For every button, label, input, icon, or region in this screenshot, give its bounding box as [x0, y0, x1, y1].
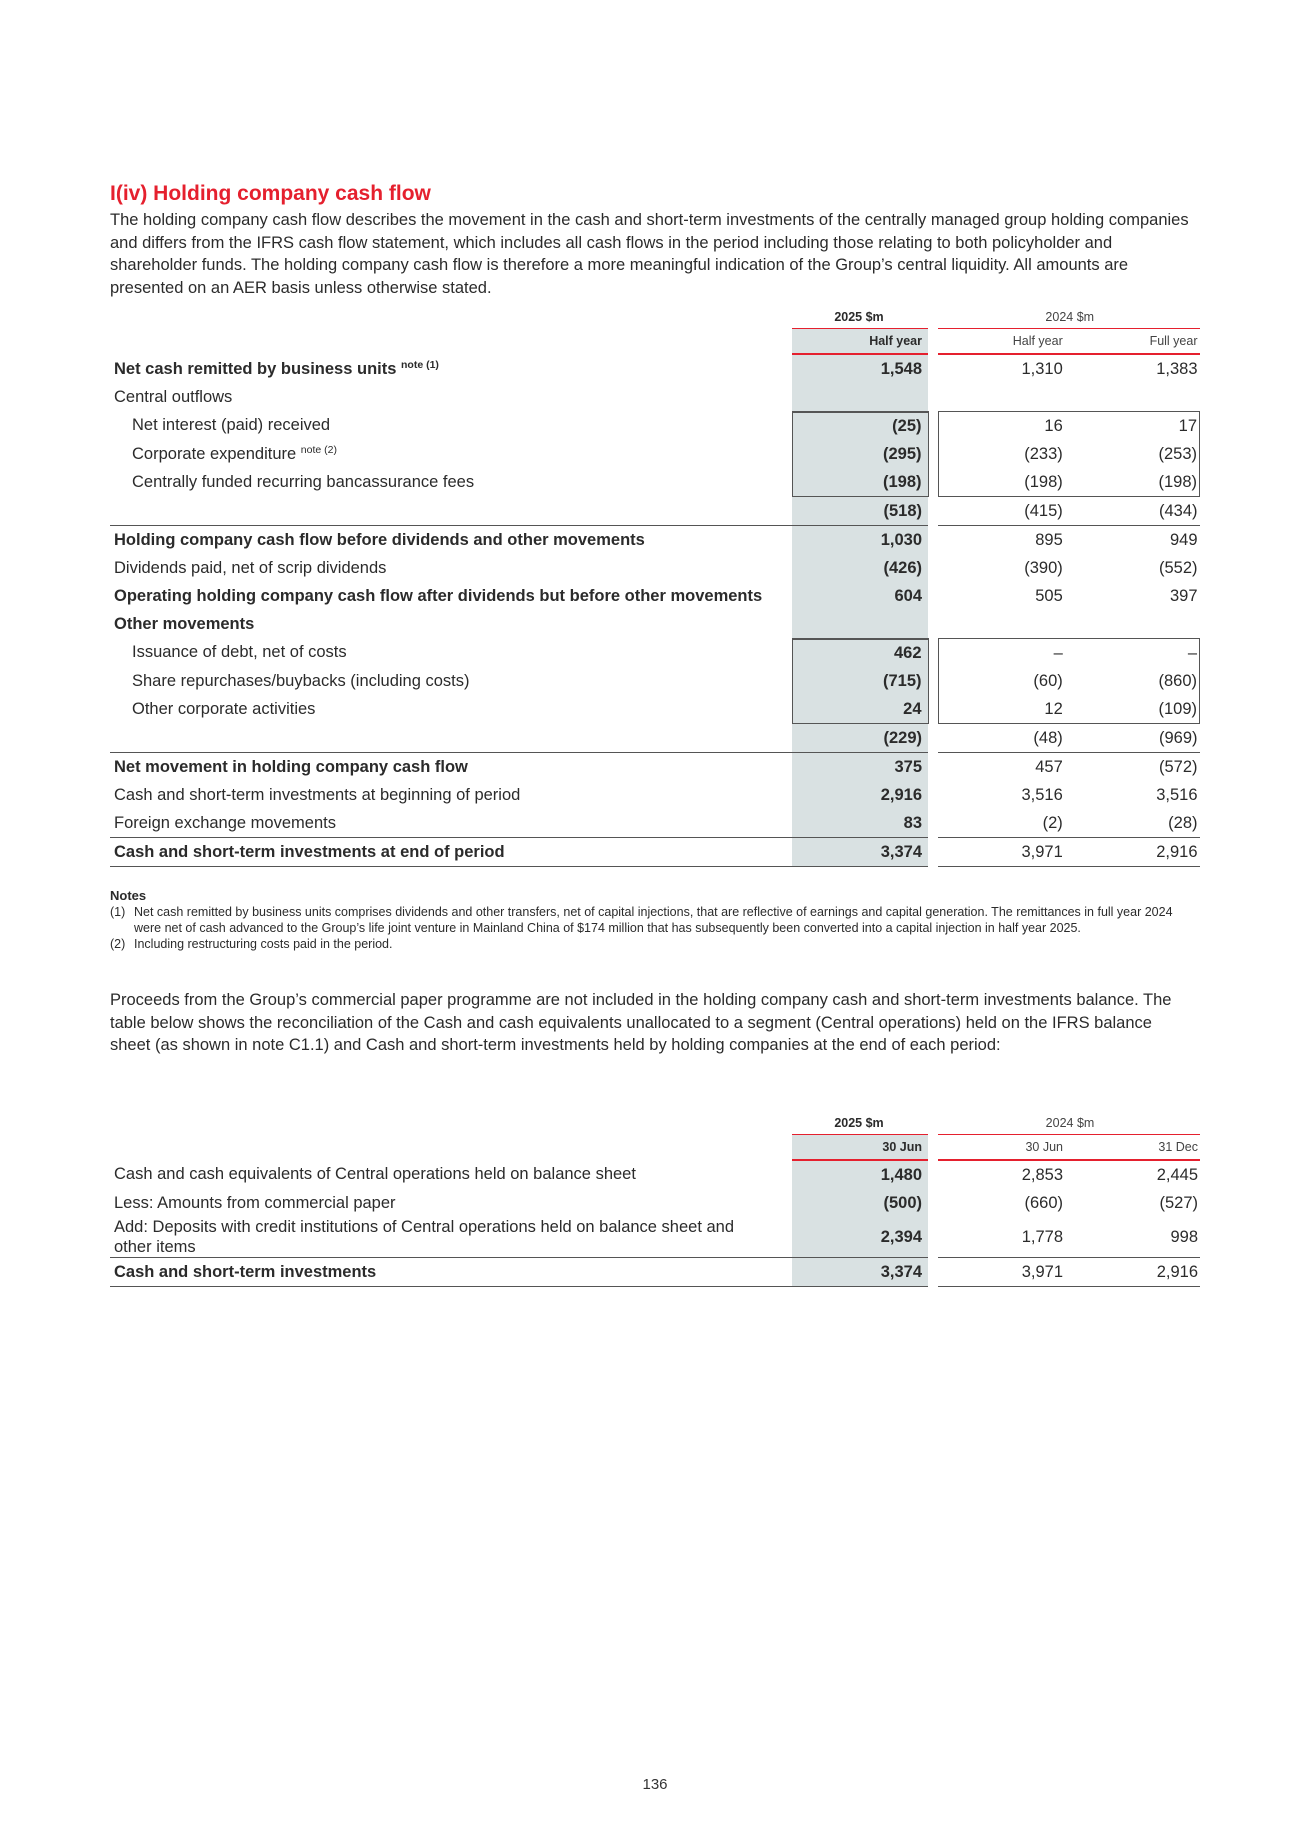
section-heading: I(iv) Holding company cash flow: [110, 182, 431, 205]
cell-2024-hy: (2): [1042, 813, 1063, 832]
cell-2025: (500): [792, 1189, 928, 1217]
cell-2024-hy: 1,310: [1021, 359, 1063, 378]
row-label: Other movements: [114, 614, 255, 633]
table-row: [110, 753, 1200, 782]
cell-2025: 2,394: [792, 1217, 928, 1258]
table-row: [110, 468, 1200, 497]
note-item: [110, 904, 1200, 936]
cell-2024-fy: (552): [1158, 558, 1198, 577]
cell-2024-fy: (253): [1069, 440, 1200, 468]
table-row: [110, 1189, 1200, 1217]
cell-2024-hy: 12: [938, 695, 1069, 724]
cell-2024-hy: 457: [938, 753, 1069, 782]
note-number: (1): [110, 905, 126, 919]
page-number: 136: [642, 1776, 668, 1793]
row-label: Central outflows: [114, 387, 233, 406]
table-subheader-row: [110, 329, 1200, 355]
cell-2025: 83: [792, 809, 928, 838]
cell-2024-jun: 3,971: [938, 1258, 1069, 1287]
cell-2025: 375: [792, 753, 928, 782]
cell-2025: (426): [792, 554, 928, 582]
row-label: Foreign exchange movements: [114, 813, 336, 832]
table-row-total: [110, 1258, 1200, 1287]
row-label: Share repurchases/buybacks (including costs): [132, 671, 470, 690]
cell-2024-hy: 16: [938, 412, 1069, 441]
row-label: Net cash remitted by business units $^{note (1)}$: [114, 358, 439, 378]
cell-2024-hy: 505: [1035, 586, 1063, 605]
col-2024-full-year: Full year: [1069, 329, 1200, 355]
col-2024-30-jun: 30 Jun: [938, 1135, 1069, 1161]
holding-cash-flow-table: [110, 306, 1200, 867]
table-row: [110, 809, 1200, 838]
cell-2024-fy: (198): [1069, 468, 1200, 497]
row-label: Cash and short-term investments: [110, 1258, 792, 1287]
table-row: [110, 1160, 1200, 1189]
cell-2025: 462: [792, 639, 928, 668]
cell-2025: 2,916: [792, 781, 928, 809]
cell-2025: 3,374: [792, 838, 928, 867]
cell-2024-fy: 1,383: [1156, 359, 1198, 378]
year-2024-header: 2024 $m: [938, 1112, 1200, 1135]
cell-2025: (229): [792, 724, 928, 753]
table-row: [110, 354, 1200, 383]
col-2024-31-dec: 31 Dec: [1069, 1135, 1200, 1161]
table-row: [110, 639, 1200, 668]
cell-2024-dec: 2,916: [1069, 1258, 1200, 1287]
cell-2024-hy: (415): [1024, 501, 1063, 520]
table-header-row: [110, 1112, 1200, 1135]
note-text: Net cash remitted by business units comprises dividends and other transfers, net of capital injections, that are reflective of earnings and capital generation. The remittances in full year 2024 were net of cash advanced to the Group’s life joint venture in Mainland China of $174 million that has subsequently been converted into a capital injection in half year 2025.: [134, 905, 1173, 935]
cell-2024-hy: (198): [938, 468, 1069, 497]
row-label: Dividends paid, net of scrip dividends: [114, 558, 387, 577]
cell-2024-jun: 2,853: [1021, 1165, 1063, 1184]
row-label: Holding company cash flow before dividends and other movements: [110, 526, 792, 555]
table-row: [110, 526, 1200, 555]
cell-2025: (518): [792, 497, 928, 526]
cell-2024-fy: (860): [1069, 667, 1200, 695]
table-row: [110, 554, 1200, 582]
cell-2024-fy: 17: [1069, 412, 1200, 441]
cell-2024-hy: 3,971: [938, 838, 1069, 867]
table-subheader-row: [110, 1135, 1200, 1161]
note-item: [110, 936, 1200, 952]
cell-2024-jun: (660): [1024, 1193, 1063, 1212]
table-row: [110, 383, 1200, 412]
year-2024-header: 2024 $m: [938, 306, 1200, 329]
cell-2024-hy: (233): [938, 440, 1069, 468]
cell-2024-fy: 3,516: [1156, 785, 1198, 804]
cell-2024-fy: (434): [1158, 501, 1198, 520]
cell-2025: (198): [792, 468, 928, 497]
notes-title: Notes: [110, 888, 147, 903]
cell-2024-hy: (48): [1033, 728, 1063, 747]
row-label: Other corporate activities: [132, 699, 316, 718]
cell-2024-fy: (109): [1069, 695, 1200, 724]
table-row-total: [110, 838, 1200, 867]
cell-2025: 24: [792, 695, 928, 724]
cell-2024-fy: (28): [1168, 813, 1198, 832]
col-2025-half-year: Half year: [792, 329, 928, 355]
table-row: [110, 412, 1200, 441]
cell-2025: 1,030: [792, 526, 928, 555]
cell-2024-fy: –: [1069, 639, 1200, 668]
cell-2024-hy: (390): [1024, 558, 1063, 577]
row-label: Cash and short-term investments at end of period: [110, 838, 792, 867]
reconciliation-table: [110, 1112, 1200, 1287]
cell-2024-hy: –: [938, 639, 1069, 668]
table-header-row: [110, 306, 1200, 329]
row-label: Cash and cash equivalents of Central operations held on balance sheet: [114, 1165, 636, 1183]
row-label: Issuance of debt, net of costs: [132, 643, 347, 662]
cell-2024-hy: 895: [938, 526, 1069, 555]
cell-2025: 1,548: [792, 354, 928, 383]
notes-section: [110, 888, 1200, 952]
cell-2025: 1,480: [792, 1160, 928, 1189]
row-label: Centrally funded recurring bancassurance fees: [132, 472, 475, 491]
cell-2025: (715): [792, 667, 928, 695]
row-label: Net interest (paid) received: [132, 416, 331, 435]
table-row: [110, 667, 1200, 695]
row-label: Net movement in holding company cash flow: [110, 753, 792, 782]
row-label: Add: Deposits with credit institutions of Central operations held on balance sheet and other items: [114, 1218, 735, 1256]
table-row-subtotal: [110, 724, 1200, 753]
table-row-subtotal: [110, 497, 1200, 526]
row-label: Corporate expenditure $^{note (2)}$: [132, 444, 337, 463]
intro-paragraph: The holding company cash flow describes the movement in the cash and short-term investments of the centrally managed group holding companies and differs from the IFRS cash flow statement, which includes all cash flows in the period including those relating to both policyholder and shareholder funds. The holding company cash flow is therefore a more meaningful indication of the Group’s central liquidity. All amounts are presented on an AER basis unless otherwise stated.: [110, 211, 1189, 297]
table-row: [110, 582, 1200, 610]
cell-2025: (25): [792, 412, 928, 441]
year-2025-header: 2025 $m: [792, 306, 928, 329]
row-label: [110, 724, 792, 753]
cell-2024-dec: (527): [1159, 1193, 1198, 1212]
table-row: [110, 610, 1200, 639]
cell-2025: (295): [792, 440, 928, 468]
table-row: [110, 695, 1200, 724]
row-label: Operating holding company cash flow after dividends but before other movements: [114, 586, 763, 605]
cell-2024-dec: 2,445: [1156, 1165, 1198, 1184]
row-label: Less: Amounts from commercial paper: [114, 1193, 396, 1212]
cell-2025: 604: [792, 582, 928, 610]
cell-2024-hy: (60): [938, 667, 1069, 695]
cell-2024-fy: 397: [1169, 586, 1198, 605]
cell-2024-hy: 3,516: [1021, 785, 1063, 804]
col-2024-half-year: Half year: [938, 329, 1069, 355]
cell-2024-jun: 1,778: [1021, 1228, 1063, 1246]
cell-2025: 3,374: [792, 1258, 928, 1287]
cell-2024-fy: (572): [1069, 753, 1200, 782]
cell-2024-fy: (969): [1158, 728, 1198, 747]
note-number: (2): [110, 937, 126, 951]
col-2025-30-jun: 30 Jun: [792, 1135, 928, 1161]
year-2025-header: 2025 $m: [792, 1112, 928, 1135]
table-row: [110, 1217, 1200, 1258]
cell-2024-fy: 949: [1069, 526, 1200, 555]
reconciliation-paragraph: Proceeds from the Group’s commercial paper programme are not included in the holding company cash and short-term investments balance. The table below shows the reconciliation of the Cash and cash equivalents unallocated to a segment (Central operations) held on the IFRS balance sheet (as shown in note C1.1) and Cash and short-term investments held by holding companies at the end of each period:: [110, 991, 1172, 1054]
table-row: [110, 781, 1200, 809]
note-text: Including restructuring costs paid in the period.: [134, 937, 393, 951]
cell-2024-fy: 2,916: [1069, 838, 1200, 867]
cell-2024-dec: 998: [1170, 1228, 1198, 1246]
row-label: [110, 497, 792, 526]
table-row: [110, 440, 1200, 468]
row-label: Cash and short-term investments at beginning of period: [114, 785, 521, 804]
